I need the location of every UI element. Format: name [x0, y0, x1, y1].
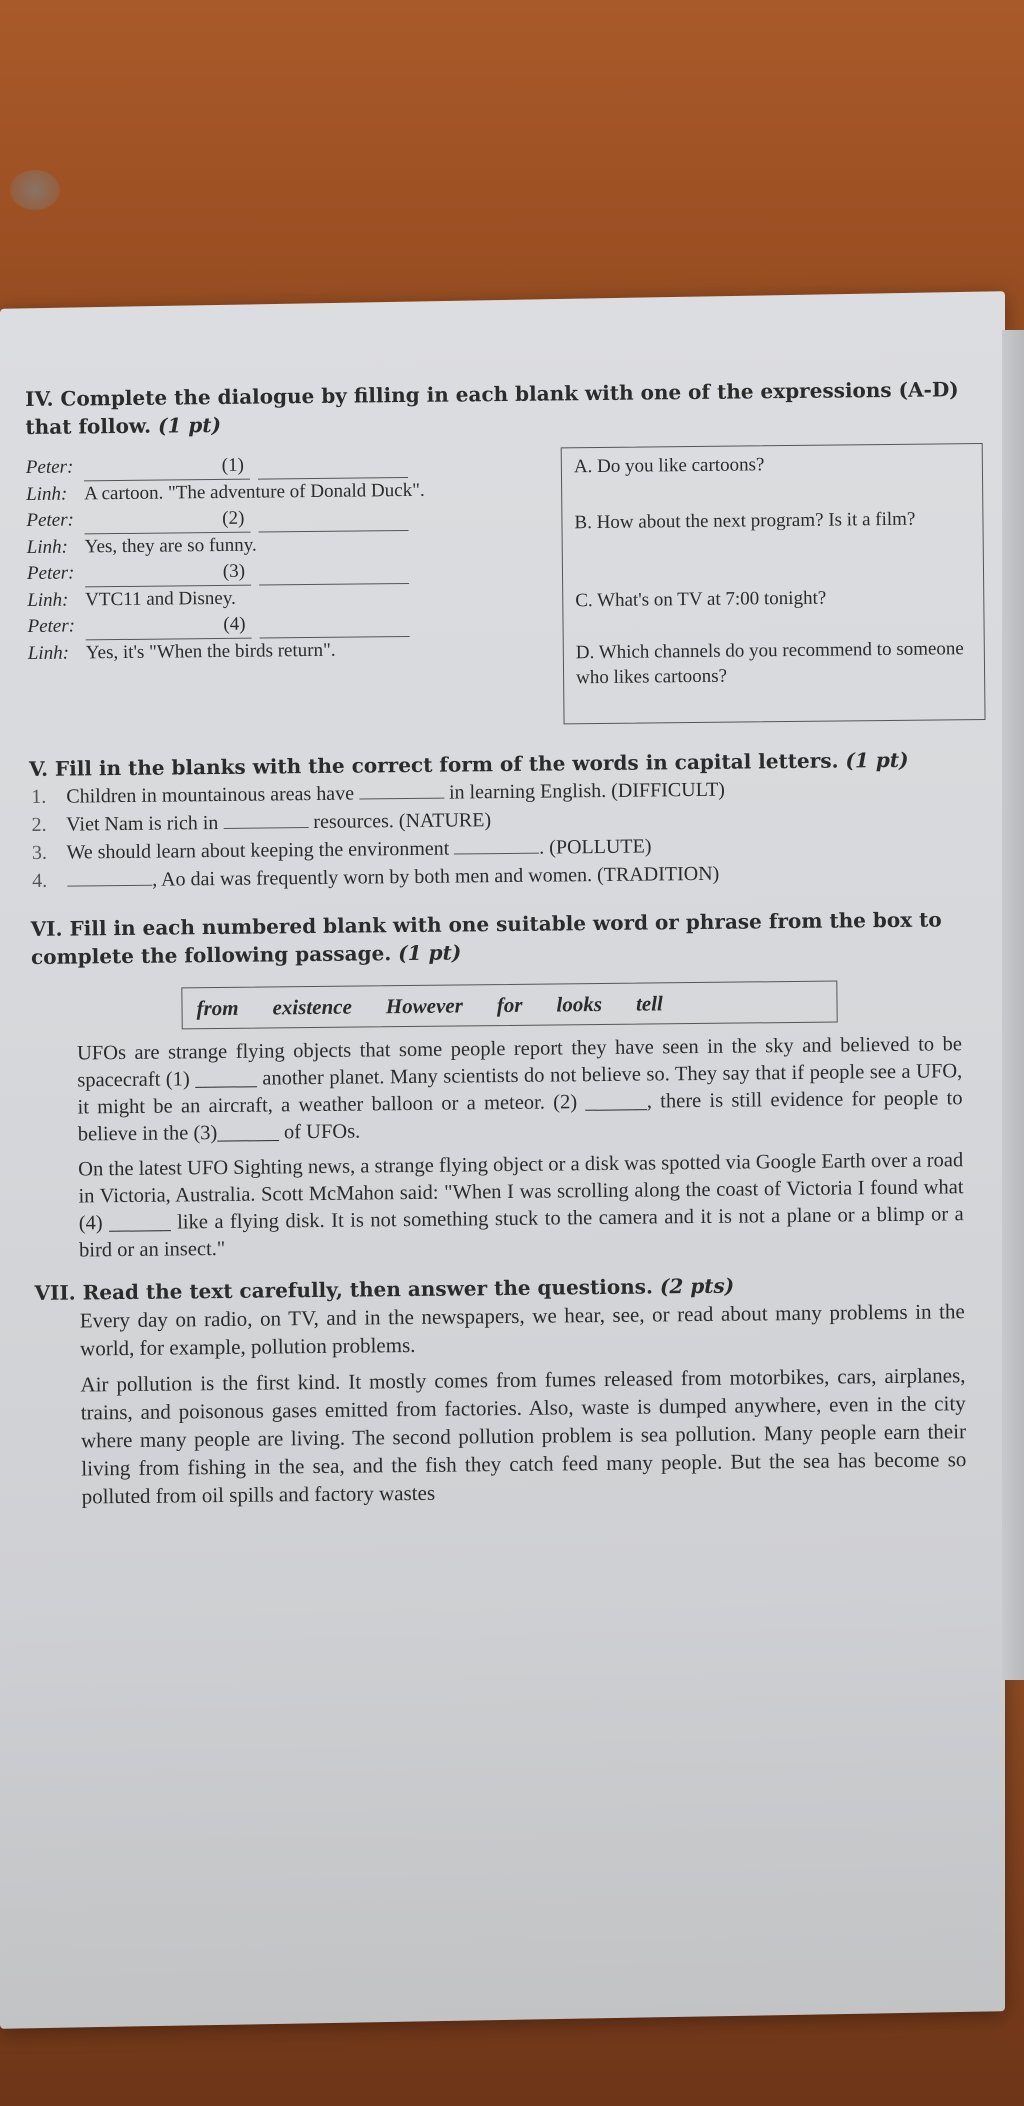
- pollution-passage: [80, 1297, 967, 1510]
- page-edge: [1002, 330, 1024, 1680]
- item-text-before: We should learn about keeping the environment: [66, 837, 450, 864]
- speaker: Linh:: [27, 642, 70, 664]
- dialogue-blank: (3): [85, 559, 251, 588]
- speaker: Peter:: [26, 509, 75, 531]
- dialogue-blank: (4): [85, 612, 251, 641]
- fill-blank: [454, 853, 539, 855]
- section-5-title-text: V. Fill in the blanks with the correct form of the words in capital letters.: [28, 748, 839, 781]
- dialogue-blank: (2): [84, 506, 250, 535]
- item-text-after: . (POLLUTE): [539, 835, 652, 859]
- passage-paragraph: Air pollution is the first kind. It mostly comes from fumes released from motorbikes, cars, airplanes, trains, and poisonous gases emitted from factories. Also, waste is dumped anywhere, even in the city where many people are living. The second pollution problem is sea pollution. Many people earn their living from fishing in the sea, and the fish they catch feed many people. But the sea has become so polluted from oil spills and factory wastes: [80, 1363, 967, 1509]
- section-6: [31, 905, 975, 1265]
- item-number: 4.: [32, 869, 48, 892]
- section-5: [29, 745, 970, 895]
- section-5-points: (1 pt): [845, 747, 909, 773]
- fill-blank: [223, 827, 308, 829]
- item-text-after: in learning English. (DIFFICULT): [448, 778, 726, 804]
- word-option: looks: [556, 991, 603, 1016]
- word-option: from: [196, 995, 239, 1020]
- fill-blank: [67, 885, 152, 887]
- passage-paragraph: Every day on radio, on TV, and in the newspapers, we hear, see, or read about many problems in the world, for example, pollution problems.: [79, 1299, 965, 1361]
- dialogue: [26, 450, 548, 667]
- section-4: [25, 375, 969, 745]
- passage-paragraph: UFOs are strange flying objects that some people report they have seen in the sky and believed to be spacecraft (1) ______ another planet. Many scientists do not believe so. They say that if people see a UFO, it might be an aircraft, a weather balloon or a meteor. (2) ______, there is still evidence for people to believe in the (3)______ of UFOs.: [76, 1033, 963, 1146]
- blank-line: [259, 557, 409, 586]
- section-7-points: (2 pts): [659, 1273, 735, 1299]
- dialogue-text: A cartoon. "The adventure of Donald Duck".: [84, 479, 425, 505]
- speaker: Peter:: [26, 562, 75, 584]
- section-4-title: [25, 375, 966, 441]
- section-6-title: [31, 905, 972, 971]
- word-box: [181, 981, 837, 1030]
- word-option: for: [496, 992, 523, 1017]
- word-option: existence: [272, 994, 352, 1019]
- item-text-after: resources. (NATURE): [313, 809, 492, 834]
- dialogue-text: VTC11 and Disney.: [85, 587, 236, 611]
- section-6-points: (1 pt): [398, 940, 462, 966]
- item-number: 1.: [31, 785, 47, 808]
- word-option: tell: [635, 990, 663, 1016]
- speaker: Linh:: [26, 536, 68, 558]
- blank-line: [258, 504, 408, 533]
- fill-blank: [359, 798, 444, 800]
- option-d: D. Which channels do you recommend to someone who likes cartoons?: [575, 638, 964, 689]
- blank-line: [259, 610, 409, 639]
- section-7: [34, 1269, 976, 1511]
- background-stain: [10, 170, 60, 210]
- option-b: B. How about the next program? Is it a film?: [574, 508, 916, 534]
- item-text-after: , Ao dai was frequently worn by both men and women. (TRADITION): [152, 862, 720, 891]
- section-4-title-text: IV. Complete the dialogue by filling in each blank with one of the expressions (A-D) that follow.: [25, 377, 959, 439]
- worksheet-content: [25, 375, 977, 1519]
- dialogue-text: Yes, it's "When the birds return".: [85, 639, 336, 664]
- blank-line: [258, 451, 408, 480]
- item-number: 3.: [31, 841, 48, 864]
- section-6-title-text: VI. Fill in each numbered blank with one suitable word or phrase from the box to complete the following passage.: [30, 907, 942, 969]
- section-7-title-text: VII. Read the text carefully, then answer the questions.: [34, 1274, 654, 1305]
- item-number: 2.: [31, 813, 47, 836]
- item-text-before: Children in mountainous areas have: [66, 782, 355, 808]
- speaker: Linh:: [26, 483, 68, 505]
- options-box: [561, 443, 986, 724]
- word-option: However: [385, 992, 463, 1018]
- speaker: Peter:: [25, 456, 74, 478]
- item-text-before: Viet Nam is rich in: [66, 811, 219, 836]
- section-4-points: (1 pt): [157, 412, 222, 438]
- passage-paragraph: On the latest UFO Sighting news, a strange flying object or a disk was spotted via Google Earth over a road in Victoria, Australia. Scott McMahon said: "When I was scrolling along the coast of Victoria I found what (4) ______ like a flying disk. It is not something stuck to the camera and it is not a plane or a blimp or a bird or an insect.": [78, 1149, 964, 1262]
- option-c: C. What's on TV at 7:00 tonight?: [575, 587, 827, 612]
- speaker: Linh:: [27, 589, 69, 611]
- dialogue-text: Yes, they are so funny.: [84, 534, 257, 558]
- dialogue-blank: (1): [84, 453, 250, 482]
- speaker: Peter:: [27, 615, 76, 637]
- option-a: A. Do you like cartoons?: [573, 454, 765, 478]
- dialogue-line: [28, 636, 548, 667]
- ufo-passage: [77, 1031, 964, 1264]
